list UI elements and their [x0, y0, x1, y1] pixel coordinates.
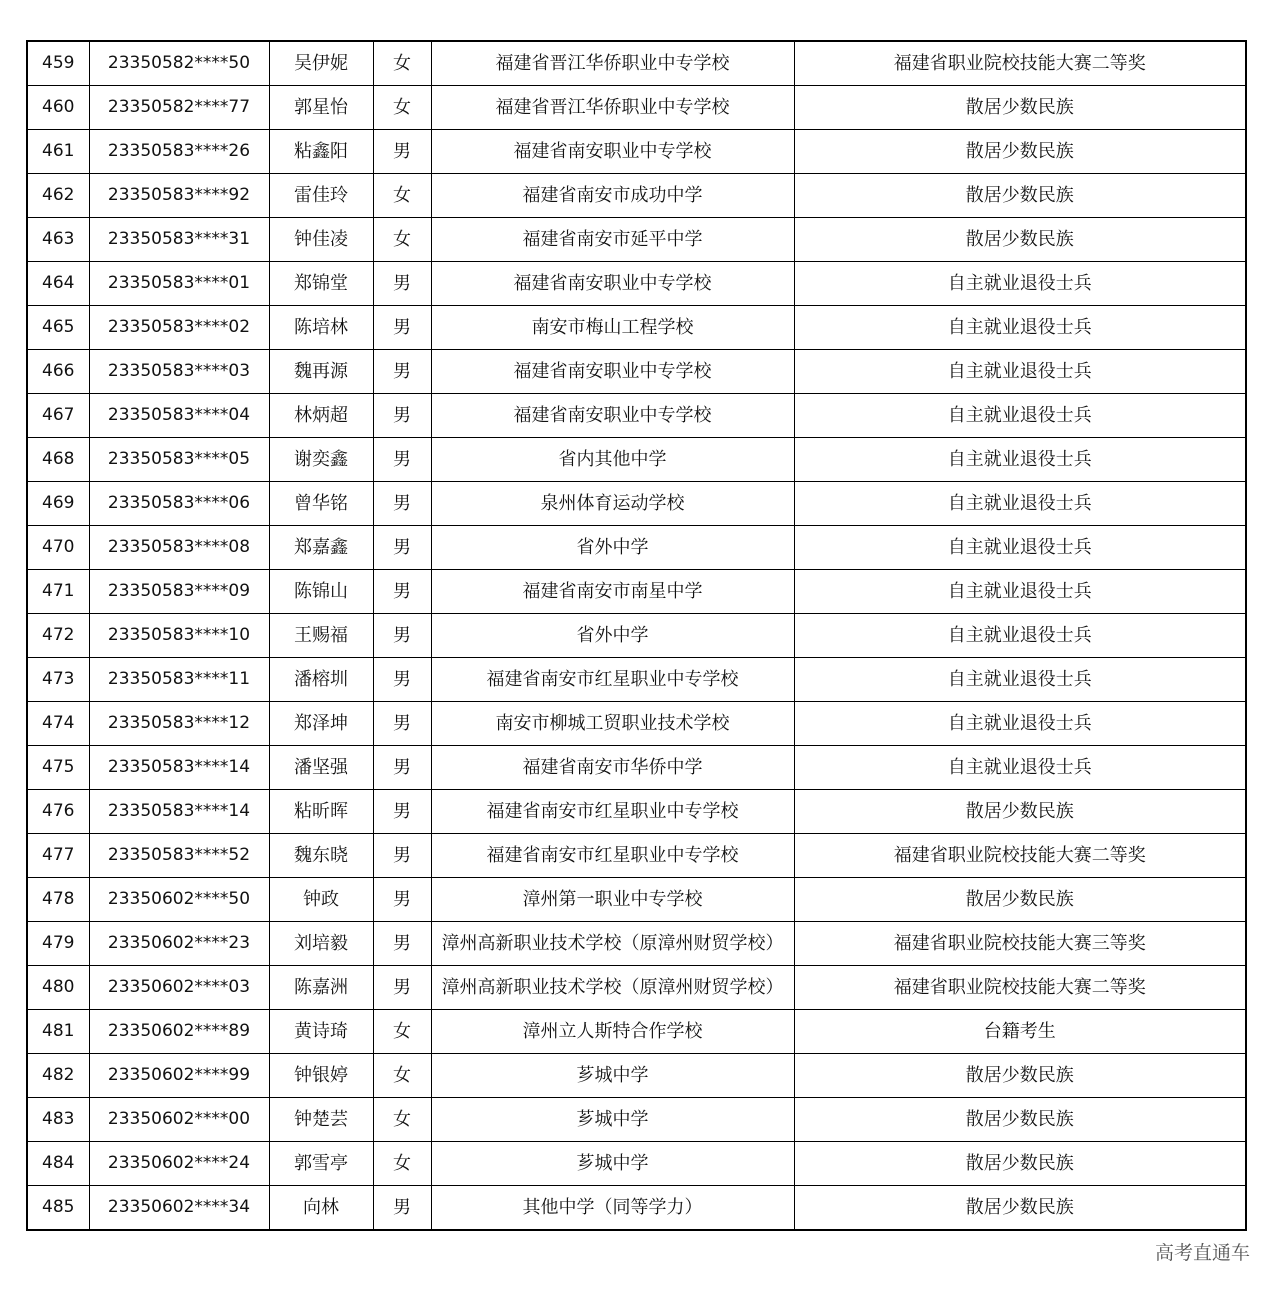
gender-cell: 男: [373, 570, 431, 614]
category-cell: 自主就业退役士兵: [794, 746, 1246, 790]
row-number-cell: 472: [27, 614, 89, 658]
category-cell: 自主就业退役士兵: [794, 614, 1246, 658]
table-row: [27, 526, 1246, 570]
category-cell: 散居少数民族: [794, 878, 1246, 922]
exam-id-cell: 23350583****09: [89, 570, 269, 614]
exam-id-cell: 23350582****50: [89, 41, 269, 86]
name-cell: 钟佳凌: [269, 218, 373, 262]
gender-cell: 男: [373, 262, 431, 306]
gender-cell: 女: [373, 41, 431, 86]
category-cell: 散居少数民族: [794, 218, 1246, 262]
name-cell: 粘鑫阳: [269, 130, 373, 174]
exam-id-cell: 23350583****31: [89, 218, 269, 262]
row-number-cell: 477: [27, 834, 89, 878]
category-cell: 散居少数民族: [794, 1186, 1246, 1231]
exam-id-cell: 23350583****02: [89, 306, 269, 350]
school-cell: 福建省南安职业中专学校: [431, 130, 794, 174]
school-cell: 芗城中学: [431, 1142, 794, 1186]
gender-cell: 男: [373, 130, 431, 174]
name-cell: 林炳超: [269, 394, 373, 438]
school-cell: 漳州立人斯特合作学校: [431, 1010, 794, 1054]
name-cell: 雷佳玲: [269, 174, 373, 218]
category-cell: 散居少数民族: [794, 790, 1246, 834]
name-cell: 郑嘉鑫: [269, 526, 373, 570]
name-cell: 刘培毅: [269, 922, 373, 966]
table-row: [27, 174, 1246, 218]
gender-cell: 男: [373, 614, 431, 658]
exam-id-cell: 23350583****08: [89, 526, 269, 570]
name-cell: 魏东晓: [269, 834, 373, 878]
category-cell: 台籍考生: [794, 1010, 1246, 1054]
table-row: [27, 702, 1246, 746]
gender-cell: 男: [373, 1186, 431, 1231]
row-number-cell: 485: [27, 1186, 89, 1231]
row-number-cell: 475: [27, 746, 89, 790]
table-row: [27, 350, 1246, 394]
row-number-cell: 473: [27, 658, 89, 702]
category-cell: 散居少数民族: [794, 174, 1246, 218]
table-row: [27, 1142, 1246, 1186]
gender-cell: 女: [373, 1142, 431, 1186]
school-cell: 南安市柳城工贸职业技术学校: [431, 702, 794, 746]
row-number-cell: 474: [27, 702, 89, 746]
exam-id-cell: 23350583****52: [89, 834, 269, 878]
school-cell: 省外中学: [431, 526, 794, 570]
exam-id-cell: 23350582****77: [89, 86, 269, 130]
exam-id-cell: 23350602****23: [89, 922, 269, 966]
name-cell: 王赐福: [269, 614, 373, 658]
name-cell: 向林: [269, 1186, 373, 1231]
category-cell: 散居少数民族: [794, 130, 1246, 174]
category-cell: 福建省职业院校技能大赛三等奖: [794, 922, 1246, 966]
table-row: [27, 218, 1246, 262]
row-number-cell: 464: [27, 262, 89, 306]
watermark: 高考直通车: [1154, 1242, 1250, 1264]
row-number-cell: 476: [27, 790, 89, 834]
gender-cell: 男: [373, 834, 431, 878]
school-cell: 南安市梅山工程学校: [431, 306, 794, 350]
exam-id-cell: 23350583****05: [89, 438, 269, 482]
category-cell: 散居少数民族: [794, 86, 1246, 130]
exam-id-cell: 23350583****26: [89, 130, 269, 174]
gender-cell: 女: [373, 218, 431, 262]
name-cell: 陈锦山: [269, 570, 373, 614]
table-row: [27, 658, 1246, 702]
name-cell: 郭星怡: [269, 86, 373, 130]
category-cell: 自主就业退役士兵: [794, 658, 1246, 702]
school-cell: 省内其他中学: [431, 438, 794, 482]
exam-id-cell: 23350602****99: [89, 1054, 269, 1098]
gender-cell: 男: [373, 482, 431, 526]
row-number-cell: 467: [27, 394, 89, 438]
school-cell: 福建省南安职业中专学校: [431, 262, 794, 306]
category-cell: 福建省职业院校技能大赛二等奖: [794, 834, 1246, 878]
table-row: [27, 746, 1246, 790]
name-cell: 陈培林: [269, 306, 373, 350]
table-row: [27, 1098, 1246, 1142]
row-number-cell: 481: [27, 1010, 89, 1054]
school-cell: 漳州高新职业技术学校（原漳州财贸学校）: [431, 966, 794, 1010]
exam-id-cell: 23350602****00: [89, 1098, 269, 1142]
exam-id-cell: 23350583****04: [89, 394, 269, 438]
row-number-cell: 479: [27, 922, 89, 966]
school-cell: 福建省南安市南星中学: [431, 570, 794, 614]
table-row: [27, 306, 1246, 350]
name-cell: 郑泽坤: [269, 702, 373, 746]
gender-cell: 男: [373, 394, 431, 438]
name-cell: 黄诗琦: [269, 1010, 373, 1054]
gender-cell: 男: [373, 790, 431, 834]
gender-cell: 男: [373, 658, 431, 702]
exam-id-cell: 23350583****03: [89, 350, 269, 394]
school-cell: 福建省南安市红星职业中专学校: [431, 834, 794, 878]
gender-cell: 女: [373, 86, 431, 130]
name-cell: 吴伊妮: [269, 41, 373, 86]
row-number-cell: 459: [27, 41, 89, 86]
category-cell: 自主就业退役士兵: [794, 438, 1246, 482]
exam-id-cell: 23350583****10: [89, 614, 269, 658]
exam-id-cell: 23350602****24: [89, 1142, 269, 1186]
category-cell: 自主就业退役士兵: [794, 702, 1246, 746]
name-cell: 曾华铭: [269, 482, 373, 526]
category-cell: 自主就业退役士兵: [794, 262, 1246, 306]
table-row: [27, 41, 1246, 86]
name-cell: 钟楚芸: [269, 1098, 373, 1142]
row-number-cell: 480: [27, 966, 89, 1010]
row-number-cell: 460: [27, 86, 89, 130]
school-cell: 福建省晋江华侨职业中专学校: [431, 41, 794, 86]
gender-cell: 男: [373, 350, 431, 394]
name-cell: 郑锦堂: [269, 262, 373, 306]
name-cell: 郭雪亭: [269, 1142, 373, 1186]
gender-cell: 男: [373, 526, 431, 570]
table-row: [27, 130, 1246, 174]
category-cell: 自主就业退役士兵: [794, 526, 1246, 570]
row-number-cell: 466: [27, 350, 89, 394]
school-cell: 其他中学（同等学力）: [431, 1186, 794, 1231]
gender-cell: 女: [373, 1098, 431, 1142]
name-cell: 粘昕晖: [269, 790, 373, 834]
school-cell: 漳州高新职业技术学校（原漳州财贸学校）: [431, 922, 794, 966]
exam-id-cell: 23350583****12: [89, 702, 269, 746]
name-cell: 钟政: [269, 878, 373, 922]
row-number-cell: 462: [27, 174, 89, 218]
category-cell: 自主就业退役士兵: [794, 570, 1246, 614]
school-cell: 省外中学: [431, 614, 794, 658]
school-cell: 福建省晋江华侨职业中专学校: [431, 86, 794, 130]
exam-id-cell: 23350583****11: [89, 658, 269, 702]
school-cell: 福建省南安市成功中学: [431, 174, 794, 218]
exam-id-cell: 23350602****34: [89, 1186, 269, 1231]
row-number-cell: 471: [27, 570, 89, 614]
school-cell: 福建省南安市延平中学: [431, 218, 794, 262]
row-number-cell: 482: [27, 1054, 89, 1098]
table-row: [27, 878, 1246, 922]
gender-cell: 男: [373, 438, 431, 482]
table-row: [27, 86, 1246, 130]
school-cell: 福建省南安职业中专学校: [431, 394, 794, 438]
gender-cell: 男: [373, 966, 431, 1010]
table-row: [27, 1010, 1246, 1054]
category-cell: 自主就业退役士兵: [794, 350, 1246, 394]
gender-cell: 女: [373, 174, 431, 218]
row-number-cell: 470: [27, 526, 89, 570]
table-row: [27, 614, 1246, 658]
gender-cell: 女: [373, 1010, 431, 1054]
table-row: [27, 482, 1246, 526]
exam-id-cell: 23350583****14: [89, 746, 269, 790]
exam-id-cell: 23350583****14: [89, 790, 269, 834]
row-number-cell: 469: [27, 482, 89, 526]
table-row: [27, 438, 1246, 482]
category-cell: 福建省职业院校技能大赛二等奖: [794, 966, 1246, 1010]
name-cell: 潘榕圳: [269, 658, 373, 702]
exam-id-cell: 23350583****92: [89, 174, 269, 218]
table-row: [27, 1186, 1246, 1231]
exam-id-cell: 23350602****50: [89, 878, 269, 922]
school-cell: 泉州体育运动学校: [431, 482, 794, 526]
school-cell: 福建省南安市红星职业中专学校: [431, 658, 794, 702]
category-cell: 自主就业退役士兵: [794, 306, 1246, 350]
category-cell: 散居少数民族: [794, 1098, 1246, 1142]
school-cell: 福建省南安市红星职业中专学校: [431, 790, 794, 834]
exam-id-cell: 23350602****89: [89, 1010, 269, 1054]
exam-id-cell: 23350602****03: [89, 966, 269, 1010]
school-cell: 漳州第一职业中专学校: [431, 878, 794, 922]
row-number-cell: 478: [27, 878, 89, 922]
table-row: [27, 966, 1246, 1010]
school-cell: 福建省南安职业中专学校: [431, 350, 794, 394]
name-cell: 潘坚强: [269, 746, 373, 790]
table-row: [27, 922, 1246, 966]
exam-id-cell: 23350583****06: [89, 482, 269, 526]
table-row: [27, 790, 1246, 834]
gender-cell: 男: [373, 306, 431, 350]
gender-cell: 女: [373, 1054, 431, 1098]
school-cell: 芗城中学: [431, 1054, 794, 1098]
table-row: [27, 834, 1246, 878]
school-cell: 福建省南安市华侨中学: [431, 746, 794, 790]
row-number-cell: 484: [27, 1142, 89, 1186]
gender-cell: 男: [373, 746, 431, 790]
row-number-cell: 463: [27, 218, 89, 262]
row-number-cell: 483: [27, 1098, 89, 1142]
exam-id-cell: 23350583****01: [89, 262, 269, 306]
school-cell: 芗城中学: [431, 1098, 794, 1142]
row-number-cell: 465: [27, 306, 89, 350]
name-cell: 陈嘉洲: [269, 966, 373, 1010]
roster-table: [26, 40, 1247, 1231]
category-cell: 福建省职业院校技能大赛二等奖: [794, 41, 1246, 86]
roster-table-body: [27, 41, 1246, 1230]
gender-cell: 男: [373, 878, 431, 922]
name-cell: 谢奕鑫: [269, 438, 373, 482]
gender-cell: 男: [373, 922, 431, 966]
category-cell: 自主就业退役士兵: [794, 394, 1246, 438]
row-number-cell: 468: [27, 438, 89, 482]
name-cell: 钟银婷: [269, 1054, 373, 1098]
table-row: [27, 1054, 1246, 1098]
table-row: [27, 262, 1246, 306]
gender-cell: 男: [373, 702, 431, 746]
name-cell: 魏再源: [269, 350, 373, 394]
category-cell: 散居少数民族: [794, 1142, 1246, 1186]
category-cell: 散居少数民族: [794, 1054, 1246, 1098]
row-number-cell: 461: [27, 130, 89, 174]
table-row: [27, 394, 1246, 438]
table-row: [27, 570, 1246, 614]
category-cell: 自主就业退役士兵: [794, 482, 1246, 526]
